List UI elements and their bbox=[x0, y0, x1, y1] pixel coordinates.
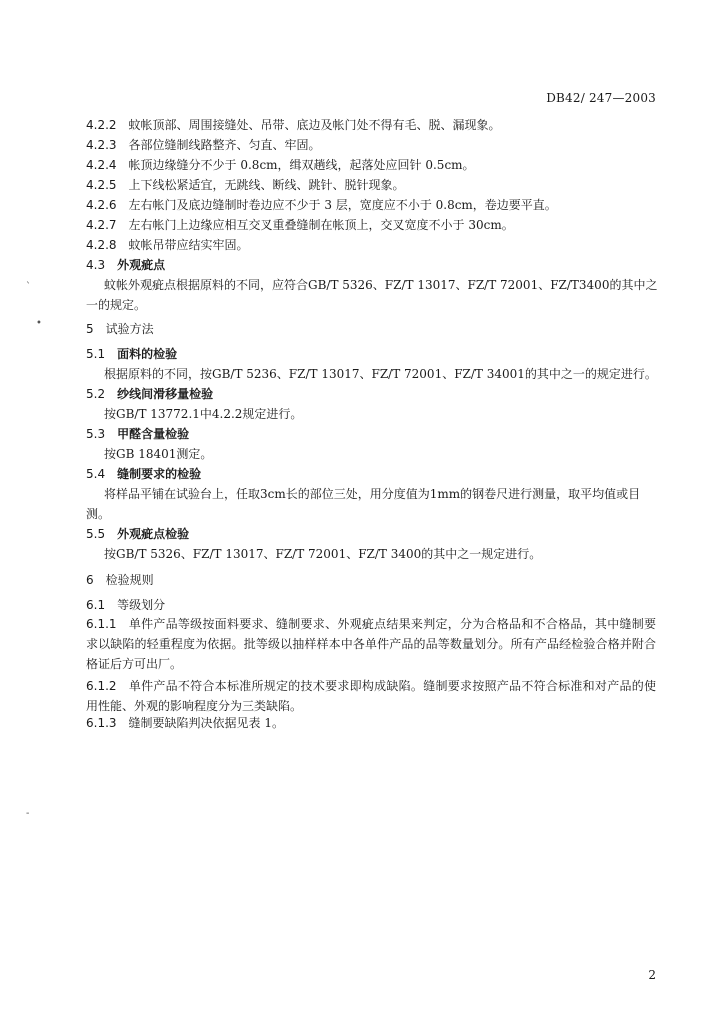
scan-mark: • bbox=[36, 318, 42, 329]
clause-text: 单件产品不符合本标准所规定的技术要求即构成缺陷。缝制要求按照产品不符合标准和对产品的使用性能、外观的影响程度分为三类缺陷。 bbox=[86, 679, 656, 713]
section-6-1-heading bbox=[86, 597, 165, 613]
section-4-3-body-line2: 一的规定。 bbox=[86, 298, 147, 312]
clause-text: 上下线松紧适宜，无跳线、断线、跳针、脱针现象。 bbox=[128, 178, 405, 192]
section-title: 等级划分 bbox=[117, 598, 166, 612]
section-title: 检验规则 bbox=[105, 573, 154, 587]
clause-4-2-3 bbox=[86, 137, 321, 153]
section-number: 6 bbox=[86, 573, 94, 587]
clause-4-2-8 bbox=[86, 237, 249, 253]
section-5-5-body: 按GB/T 5326、FZ/T 13017、FZ/T 72001、FZ/T 3400的其中之一规定进行。 bbox=[104, 547, 542, 561]
page-number: 2 bbox=[648, 968, 656, 982]
clause-number: 6.1.3 bbox=[86, 716, 117, 730]
clause-4-2-7 bbox=[86, 217, 514, 233]
clause-4-2-6 bbox=[86, 197, 557, 213]
clause-number: 4.2.7 bbox=[86, 218, 117, 232]
section-5-3-heading bbox=[86, 426, 189, 442]
section-5-heading bbox=[86, 321, 154, 337]
clause-text: 蚊帐顶部、周围接缝处、吊带、底边及帐门处不得有毛、脱、漏现象。 bbox=[128, 118, 501, 132]
clause-4-2-4 bbox=[86, 157, 475, 173]
section-number: 5.3 bbox=[86, 427, 106, 441]
clause-text: 缝制要缺陷判决依据见表 1。 bbox=[128, 716, 284, 730]
section-5-1-body: 根据原料的不同，按GB/T 5236、FZ/T 13017、FZ/T 72001、FZ/T 34001的其中之一的规定进行。 bbox=[104, 367, 657, 381]
section-number: 5 bbox=[86, 322, 94, 336]
clause-6-1-3 bbox=[86, 715, 284, 731]
clause-number: 4.2.6 bbox=[86, 198, 117, 212]
section-5-4-body-line1: 将样品平铺在试验台上，任取3cm长的部位三处，用分度值为1mm的钢卷尺进行测量，取平均值或目 bbox=[104, 487, 641, 501]
section-4-3-body-line1: 蚊帐外观疵点根据原料的不同，应符合GB/T 5326、FZ/T 13017、FZ/T 72001、FZ/T3400的其中之 bbox=[104, 278, 658, 292]
clause-4-2-5 bbox=[86, 177, 405, 193]
section-title: 缝制要求的检验 bbox=[117, 467, 202, 481]
section-title: 外观疵点检验 bbox=[117, 527, 190, 541]
section-title: 试验方法 bbox=[105, 322, 154, 336]
section-5-1-heading bbox=[86, 346, 177, 362]
clause-number: 6.1.2 bbox=[86, 679, 117, 693]
section-5-3-body: 按GB 18401测定。 bbox=[104, 447, 213, 461]
section-number: 5.2 bbox=[86, 387, 106, 401]
section-title: 外观疵点 bbox=[117, 258, 166, 272]
clause-text: 左右帐门及底边缝制时卷边应不少于 3 层，宽度应不小于 0.8cm，卷边要平直。 bbox=[128, 198, 557, 212]
section-title: 纱线间滑移量检验 bbox=[117, 387, 214, 401]
clause-text: 蚊帐吊带应结实牢固。 bbox=[128, 238, 249, 252]
clause-text: 左右帐门上边缘应相互交叉重叠缝制在帐顶上，交叉宽度不小于 30cm。 bbox=[128, 218, 514, 232]
clause-number: 4.2.8 bbox=[86, 238, 117, 252]
clause-6-1-1 bbox=[86, 614, 656, 674]
document-code: DB42/ 247—2003 bbox=[546, 91, 656, 105]
clause-4-2-2 bbox=[86, 117, 501, 133]
section-title: 甲醛含量检验 bbox=[117, 427, 190, 441]
scan-mark: - bbox=[26, 808, 30, 819]
section-title: 面料的检验 bbox=[117, 347, 178, 361]
clause-number: 4.2.5 bbox=[86, 178, 117, 192]
clause-number: 4.2.2 bbox=[86, 118, 117, 132]
section-6-heading bbox=[86, 572, 154, 588]
clause-6-1-2 bbox=[86, 676, 656, 716]
section-number: 5.5 bbox=[86, 527, 106, 541]
section-number: 5.1 bbox=[86, 347, 106, 361]
section-5-2-body: 按GB/T 13772.1中4.2.2规定进行。 bbox=[104, 407, 303, 421]
clause-number: 6.1.1 bbox=[86, 617, 117, 631]
clause-number: 4.2.3 bbox=[86, 138, 117, 152]
section-number: 5.4 bbox=[86, 467, 106, 481]
section-5-5-heading bbox=[86, 526, 189, 542]
section-5-2-heading bbox=[86, 386, 213, 402]
clause-number: 4.2.4 bbox=[86, 158, 117, 172]
section-number: 6.1 bbox=[86, 598, 106, 612]
clause-text: 帐顶边缘缝分不少于 0.8cm，缉双趟线，起落处应回针 0.5cm。 bbox=[128, 158, 475, 172]
scan-mark: ` bbox=[26, 282, 31, 293]
section-number: 4.3 bbox=[86, 258, 106, 272]
clause-text: 各部位缝制线路整齐、匀直、牢固。 bbox=[128, 138, 321, 152]
clause-text: 单件产品等级按面料要求、缝制要求、外观疵点结果来判定，分为合格品和不合格品，其中缝制要求以缺陷的轻重程度为依据。批等级以抽样样本中各单件产品的品等数量划分。所有产品经检验合格并附合格证后方可出厂。 bbox=[86, 617, 656, 671]
section-4-3-heading bbox=[86, 257, 165, 273]
section-5-4-heading bbox=[86, 466, 201, 482]
section-5-4-body-line2: 测。 bbox=[86, 507, 111, 521]
